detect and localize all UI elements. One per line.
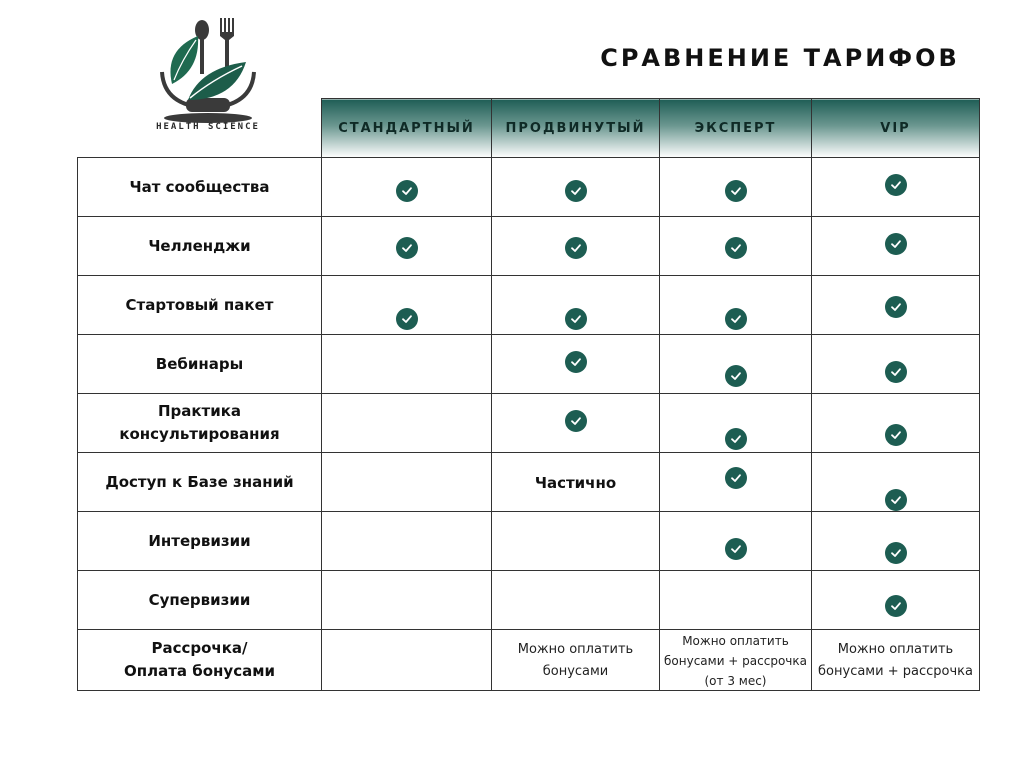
table-row — [78, 158, 980, 217]
check-circle-icon — [885, 361, 907, 383]
check-circle-icon — [885, 424, 907, 446]
cell-advanced — [492, 512, 660, 571]
feature-label: Чат сообщества — [78, 158, 322, 217]
table-row — [78, 453, 980, 512]
cell-expert — [660, 571, 812, 630]
brand-name: HEALTH SCIENCE — [156, 122, 260, 132]
check-circle-icon — [885, 542, 907, 564]
check-circle-icon — [885, 296, 907, 318]
check-circle-icon — [565, 308, 587, 330]
check-circle-icon — [885, 595, 907, 617]
check-circle-icon — [565, 237, 587, 259]
cell-advanced — [492, 453, 660, 512]
cell-expert — [660, 453, 812, 512]
cell-standard — [322, 630, 492, 691]
payment-note: Можно оплатить бонусами + рассрочка (от 3 мес) — [664, 634, 807, 688]
cell-advanced — [492, 394, 660, 453]
cell-expert — [660, 158, 812, 217]
cell-standard — [322, 453, 492, 512]
cell-advanced — [492, 217, 660, 276]
cell-advanced — [492, 276, 660, 335]
check-circle-icon — [885, 174, 907, 196]
cell-expert — [660, 335, 812, 394]
table-row — [78, 512, 980, 571]
check-circle-icon — [725, 237, 747, 259]
cell-vip — [812, 571, 980, 630]
check-circle-icon — [396, 237, 418, 259]
cell-advanced — [492, 571, 660, 630]
table-row — [78, 394, 980, 453]
feature-label: Рассрочка/ Оплата бонусами — [78, 630, 322, 691]
cell-standard — [322, 158, 492, 217]
cell-vip — [812, 630, 980, 691]
feature-label: Стартовый пакет — [78, 276, 322, 335]
table-header-row — [78, 99, 980, 158]
check-circle-icon — [885, 233, 907, 255]
comparison-table — [77, 98, 980, 691]
check-circle-icon — [725, 308, 747, 330]
cell-standard — [322, 394, 492, 453]
check-circle-icon — [725, 365, 747, 387]
cell-vip — [812, 453, 980, 512]
check-circle-icon — [725, 428, 747, 450]
check-circle-icon — [396, 308, 418, 330]
plan-header-expert: ЭКСПЕРТ — [660, 99, 812, 158]
cell-vip — [812, 158, 980, 217]
check-circle-icon — [725, 538, 747, 560]
payment-note: Можно оплатить бонусами — [517, 642, 634, 679]
partial-access-text: Частично — [534, 473, 617, 492]
cell-standard — [322, 571, 492, 630]
cell-expert — [660, 276, 812, 335]
cell-expert — [660, 217, 812, 276]
table-row — [78, 217, 980, 276]
check-circle-icon — [725, 180, 747, 202]
cell-expert — [660, 630, 812, 691]
table-row — [78, 571, 980, 630]
plan-header-advanced: ПРОДВИНУТЫЙ — [492, 99, 660, 158]
check-circle-icon — [565, 180, 587, 202]
cell-advanced — [492, 630, 660, 691]
plan-header-standard: СТАНДАРТНЫЙ — [322, 99, 492, 158]
cell-vip — [812, 217, 980, 276]
table-row — [78, 276, 980, 335]
payment-note: Можно оплатить бонусами + рассрочка — [818, 642, 973, 679]
table-row — [78, 630, 980, 691]
check-circle-icon — [565, 351, 587, 373]
cell-vip — [812, 394, 980, 453]
cell-standard — [322, 335, 492, 394]
cell-advanced — [492, 335, 660, 394]
page-title: СРАВНЕНИЕ ТАРИФОВ — [600, 44, 960, 72]
feature-label: Интервизии — [78, 512, 322, 571]
cell-standard — [322, 512, 492, 571]
header-corner — [78, 99, 322, 158]
plan-header-vip: VIP — [812, 99, 980, 158]
cell-vip — [812, 512, 980, 571]
cell-standard — [322, 217, 492, 276]
feature-label: Челленджи — [78, 217, 322, 276]
cell-standard — [322, 276, 492, 335]
cell-vip — [812, 276, 980, 335]
cell-expert — [660, 394, 812, 453]
check-circle-icon — [396, 180, 418, 202]
check-circle-icon — [725, 467, 747, 489]
feature-label: Вебинары — [78, 335, 322, 394]
check-circle-icon — [565, 410, 587, 432]
check-circle-icon — [885, 489, 907, 511]
feature-label: Супервизии — [78, 571, 322, 630]
feature-label: Доступ к Базе знаний — [78, 453, 322, 512]
cell-advanced — [492, 158, 660, 217]
cell-vip — [812, 335, 980, 394]
cell-expert — [660, 512, 812, 571]
feature-label: Практика консультирования — [78, 394, 322, 453]
table-row — [78, 335, 980, 394]
